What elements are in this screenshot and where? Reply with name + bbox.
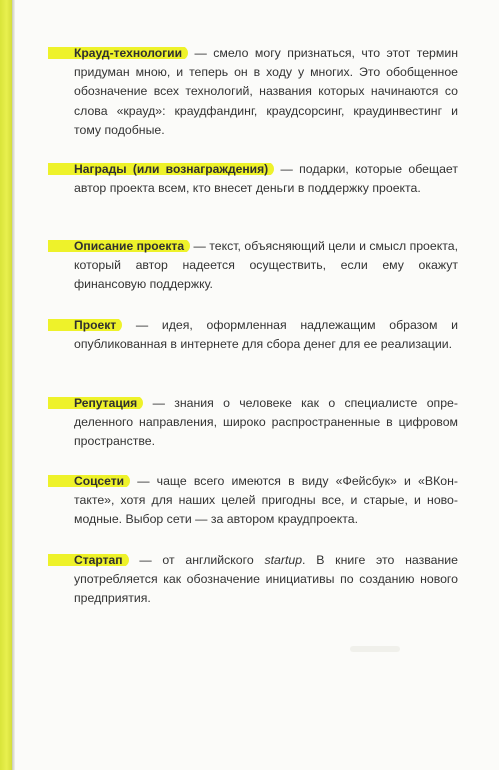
term-dash: — — [190, 239, 210, 253]
term-dash: — — [188, 46, 214, 60]
glossary-entry-project-description — [74, 237, 458, 295]
glossary-definition: текст, объясняющий цели и смысл проекта, который автор надеется осуществить, если ему окажут финансовую поддержку. — [74, 239, 459, 292]
glossary-term: Репутация — [48, 396, 143, 410]
glossary-term: Крауд-технологии — [48, 46, 188, 60]
term-dash: — — [130, 474, 157, 488]
glossary-definition: чаще всего имеются в виду «Фейсбук» и «ВКонтакте», хотя для наших целей пригодны все, и старые, и новомодные. Выбор сети — за автором краудпроекта. — [74, 474, 458, 527]
term-dash: — — [274, 162, 300, 176]
definition-italic-word: startup — [264, 553, 303, 567]
glossary-term: Описание проекта — [48, 239, 190, 253]
definition-text-before: от английского — [162, 553, 265, 567]
term-dash: — — [143, 396, 175, 410]
page-edge-shadow — [12, 0, 15, 770]
faint-bleed-through — [350, 646, 400, 652]
glossary-definition: смело могу признаться, что этот термин придуман мною, и теперь он в ходу у многих. Это обобщенное обозначение всех технологий, названия которых начинаются со слова «крауд»: краудфандинг, краудсорсинг, краудинвестинг и тому подобные. — [74, 46, 459, 137]
glossary-entry-startup — [74, 551, 458, 609]
glossary-term: Проект — [48, 318, 122, 332]
glossary-term: Награды (или вознаграждения) — [48, 162, 274, 176]
glossary-entry-rewards — [74, 160, 458, 198]
glossary-entry-crowd-technologies — [74, 44, 458, 140]
glossary-definition: знания о человеке как о специалисте определенного направления, широко распространенные в цифровом пространстве. — [74, 396, 458, 449]
glossary-term: Соцсети — [48, 474, 130, 488]
book-spine-yellow — [0, 0, 12, 770]
term-dash: — — [128, 553, 163, 567]
glossary-definition: идея, оформленная надлежащим образом и опубликованная в интернете для сбора денег для ее реализации. — [74, 318, 458, 352]
glossary-term: Стартап — [48, 553, 129, 567]
glossary-entry-reputation — [74, 394, 458, 452]
glossary-entry-project — [74, 316, 458, 354]
term-dash: — — [122, 318, 162, 332]
glossary-entry-social-networks — [74, 472, 458, 530]
definition-text-after: . В книге это название употребляется как обозначение инициативы по созданию нового предприятия. — [74, 553, 458, 606]
glossary-definition: подарки, которые обещает автор проекта всем, кто внесет деньги в поддержку проекта. — [74, 162, 458, 196]
